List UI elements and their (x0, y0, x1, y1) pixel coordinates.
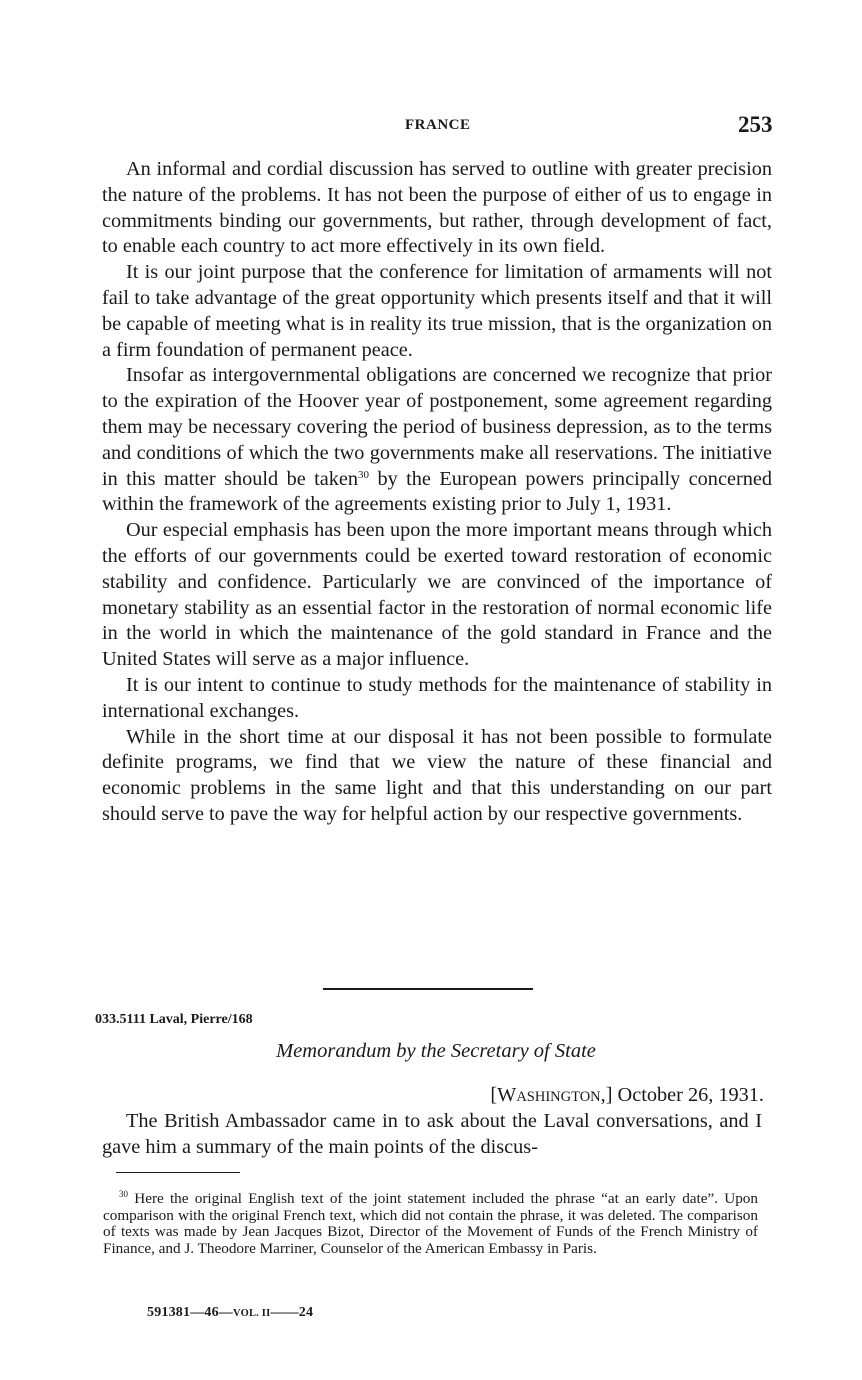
footnote (103, 1191, 758, 1257)
dateline-place: ASHINGTON (516, 1089, 601, 1105)
dateline (490, 1084, 764, 1107)
file-number: 033.5111 Laval, Pierre/168 (95, 1012, 253, 1027)
obligations-text-part2: by the European powers principally concerned within the framework of the agreements existing prior to July 1, 1931. (102, 467, 772, 516)
memorandum-title: Memorandum by the Secretary of State (276, 1040, 596, 1062)
statement-paragraph: An informal and cordial discussion has served to outline with greater precision the nature of the problems. It has not been the purpose of either of us to engage in commitments binding our governments, but rather, through development of fact, to enable each country to act more effectively in its own field. (102, 158, 772, 258)
page-header (0, 112, 862, 142)
print-code (147, 1305, 313, 1321)
footnote-divider (116, 1172, 240, 1173)
page-number: 253 (738, 112, 773, 137)
print-code-prefix: 591381—46— (147, 1305, 233, 1320)
dateline-date: ,] October 26, 1931. (600, 1084, 764, 1106)
footnote-reference[interactable]: 30 (358, 468, 370, 481)
section-divider (323, 988, 533, 990)
dateline-open: [W (490, 1084, 517, 1106)
statement-paragraph: It is our joint purpose that the conference for limitation of armaments will not fail to take advantage of the great opportunity which presents itself and that it will be capable of meeting what is in reality its true mission, that is the organization on a firm foundation of permanent peace. (102, 261, 772, 361)
footnote-marker: 30 (119, 1189, 128, 1199)
print-code-suffix: ——24 (270, 1305, 314, 1320)
running-head: FRANCE (405, 117, 471, 133)
memorandum-paragraph: The British Ambassador came in to ask about the Laval conversations, and I gave him a summary of the main points of the discus- (102, 1110, 762, 1158)
print-code-volume: VOL. II (233, 1308, 271, 1319)
joint-statement (102, 157, 772, 828)
statement-paragraph: It is our intent to continue to study methods for the maintenance of stability in international exchanges. (102, 673, 772, 722)
memorandum-body (102, 1109, 762, 1161)
statement-paragraph-obligations (102, 363, 772, 518)
footnote-text: Here the original English text of the joint statement included the phrase “at an early date”. Upon comparison with the original French text, which did not contain the phrase, it was deleted. The comparison of texts was made by Jean Jacques Bizot, Director of the Movement of Funds of the French Ministry of Finance, and J. Theodore Marriner, Counselor of the American Embassy in Paris. (103, 1190, 758, 1257)
statement-paragraph: Our especial emphasis has been upon the more important means through which the efforts of our governments could be exerted toward restoration of economic stability and confidence. Particularly we are convinced of the importance of monetary stability as an essential factor in the restoration of normal economic life in the world in which the maintenance of the gold standard in France and the United States will serve as a major influence. (102, 519, 772, 671)
obligations-text-part1: Insofar as intergovernmental obligations are concerned we recognize that prior to the expiration of the Hoover year of postponement, some agreement regarding them may be necessary covering the period of business depression, as to the terms and conditions of which the two governments make all reservations. The initiative in this matter should be taken (102, 364, 772, 490)
statement-paragraph: While in the short time at our disposal it has not been possible to formulate definite programs, we find that we view the nature of these financial and economic problems in the same light and that this understanding on our part should serve to pave the way for helpful action by our respective governments. (102, 725, 772, 825)
